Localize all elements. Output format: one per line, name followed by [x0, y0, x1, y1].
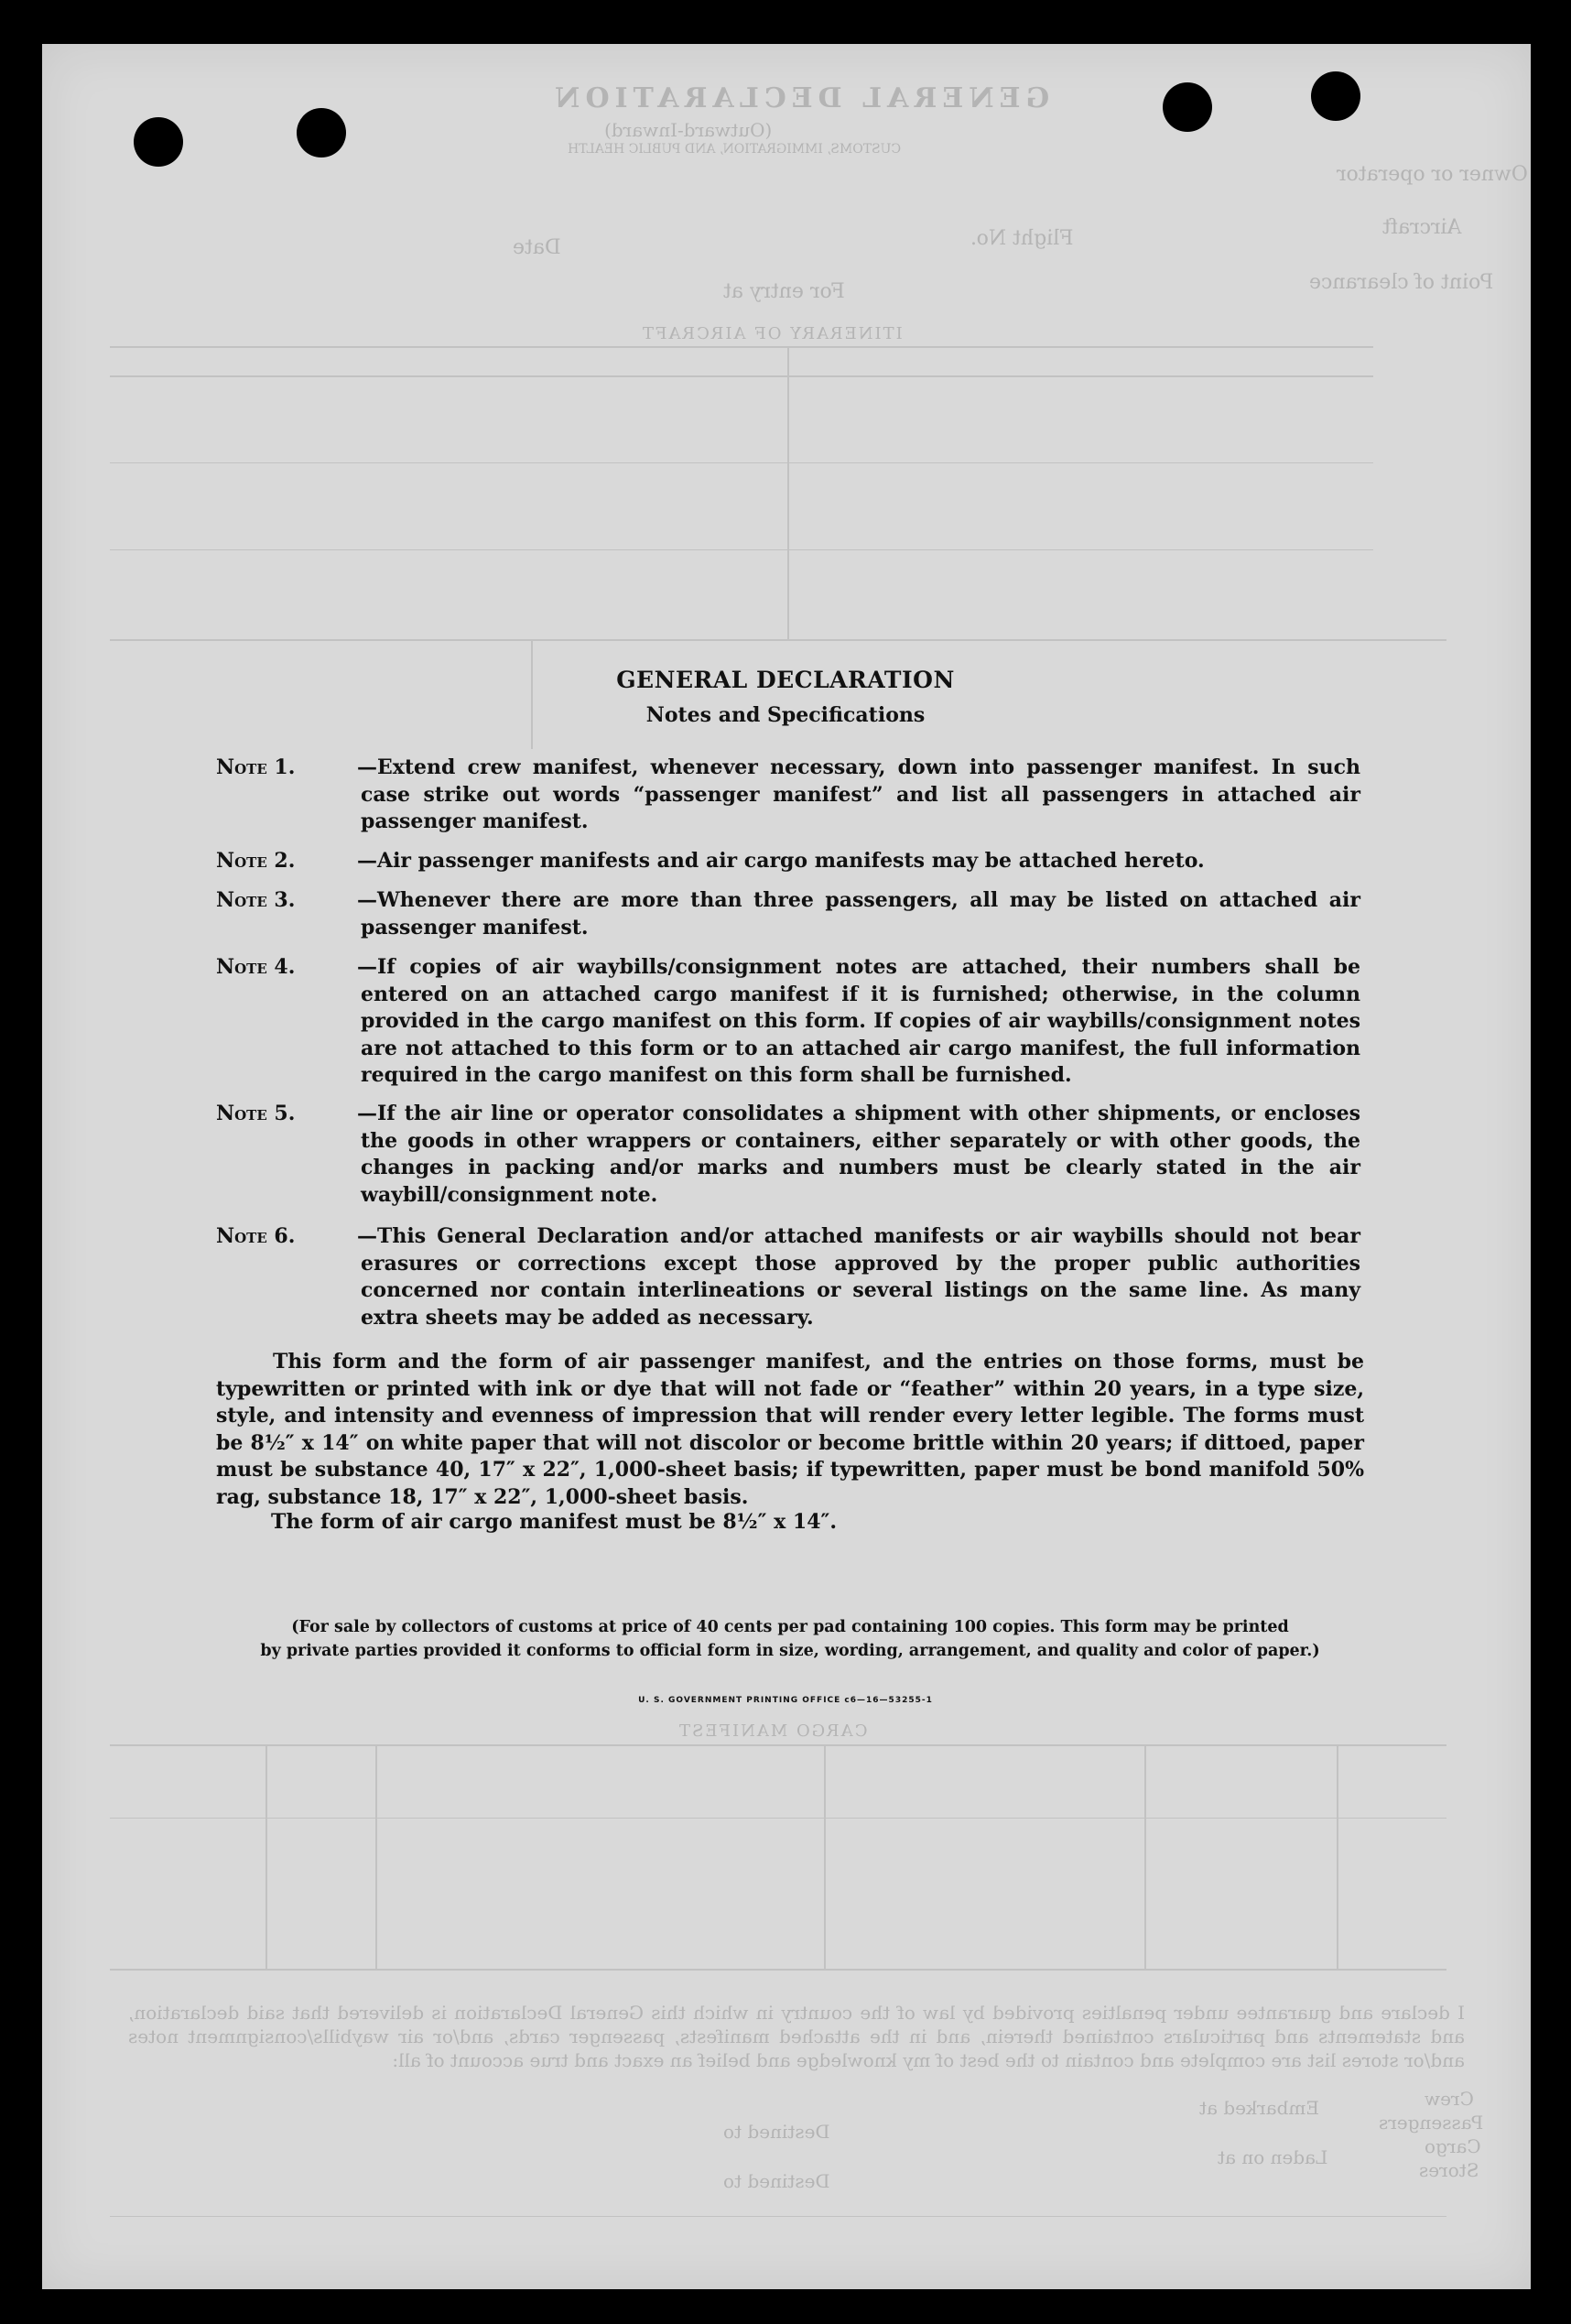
ghost-crew: Crew [1425, 2088, 1474, 2110]
note-label: Note 1. [216, 755, 296, 779]
note-label: Note 3. [216, 888, 296, 912]
ghost-aircraft: Aircraft [1382, 216, 1462, 239]
note-text: —Whenever there are more than three passengers, all may be listed on attached air passenger manifest. [357, 888, 1360, 939]
page-subtitle: Notes and Specifications [645, 703, 926, 727]
note-text: —Extend crew manifest, whenever necessary, down into passenger manifest. In such case strike out words “passenger manifest” and list all passengers in attached air passenger manifest. [357, 755, 1360, 833]
ghost-destined-1: Destined to [723, 2121, 830, 2143]
ghost-header2: (Outward-Inward) [604, 119, 773, 141]
note-5 [216, 1101, 1360, 1209]
ghost-header: GENERAL DECLARATION [549, 82, 1050, 114]
note-text: —This General Declaration and/or attached manifests or air waybills should not bear erasures or corrections except those approved by the proper public authorities concerned nor contain interlineations or several listings on the same line. As many extra sheets may be added as necessary. [357, 1224, 1360, 1330]
ghost-destined-2: Destined to [723, 2170, 830, 2192]
ghost-date: Date [513, 236, 561, 259]
punch-hole-center [297, 108, 346, 157]
printing-office-line: U. S. GOVERNMENT PRINTING OFFICE c6—16—53255-1 [638, 1696, 933, 1705]
note-2 [216, 848, 1360, 875]
note-label: Note 6. [216, 1224, 296, 1248]
ghost-entry: For entry at [723, 280, 845, 303]
ghost-point: Point of clearance [1309, 271, 1494, 294]
sale-note-line-2: by private parties provided it conforms to official form in size, wording, arrangement, and quality and color of paper.) [260, 1642, 1320, 1660]
cargo-format-line: The form of air cargo manifest must be 8½″ x 14″. [271, 1510, 837, 1534]
note-label: Note 4. [216, 955, 296, 979]
note-label: Note 5. [216, 1102, 296, 1125]
note-3 [216, 887, 1360, 941]
sale-note-line-1: (For sale by collectors of customs at price of 40 cents per pad containing 100 copies. This form may be printed [291, 1618, 1289, 1636]
punch-hole-right-2 [1311, 71, 1360, 121]
note-4 [216, 954, 1360, 1090]
punch-hole-right-1 [1163, 82, 1212, 132]
page-title: GENERAL DECLARATION [616, 667, 955, 693]
ghost-cargo-manifest: CARGO MANIFEST [677, 1721, 868, 1741]
sale-note [216, 1615, 1364, 1663]
note-1 [216, 755, 1360, 836]
ghost-owner: Owner or operator [1337, 163, 1528, 186]
ghost-flight: Flight No. [970, 227, 1074, 250]
ghost-embarked: Embarked at [1199, 2097, 1319, 2119]
note-text: —If the air line or operator consolidates a shipment with other shipments, or encloses the goods in other wrappers or containers, either separately or with other goods, the changes in packing and/or marks and numbers must be clearly stated in the air waybill/consignment note. [357, 1102, 1360, 1207]
note-label: Note 2. [216, 849, 296, 873]
note-text: —If copies of air waybills/consignment notes are attached, their numbers shall be entered on an attached cargo manifest if it is furnished; otherwise, in the column provided in the cargo manifest on this form. If copies of air waybills/consignment notes are not attached to this form or to an attached air cargo manifest, the full information required in the cargo manifest on this form shall be furnished. [357, 955, 1360, 1087]
ghost-declaration: I declare and guarantee under penalties provided by law of the country in which this General Declaration is delivered that said declaration, and statements and particulars contained therein, and in the attached manifests, passenger cards, and/or air waybills/consignment notes and/or stores list are complete and contain to the best of my knowledge and belief an exact and true account of all: [128, 2002, 1465, 2071]
ghost-stores: Stores [1419, 2159, 1479, 2181]
ghost-laden: Laden on at [1218, 2146, 1328, 2168]
ghost-cargo: Cargo [1425, 2135, 1481, 2157]
note-text: —Air passenger manifests and air cargo manifests may be attached hereto. [357, 849, 1205, 873]
note-6 [216, 1223, 1360, 1331]
punch-hole-left [134, 117, 183, 167]
ghost-header3: CUSTOMS, IMMIGRATION, AND PUBLIC HEALTH [568, 142, 902, 157]
ghost-passengers: Passengers [1379, 2112, 1484, 2134]
format-paragraph: This form and the form of air passenger manifest, and the entries on those forms, must be typewritten or printed with ink or dye that will not fade or “feather” within 20 years, in a type size, style, and intensity and evenness of impression that will render every letter legible. The forms must be 8½″ x 14″ on white paper that will not discolor or become brittle within 20 years; if dittoed, paper must be substance 40, 17″ x 22″, 1,000-sheet basis; if typewritten, paper must be bond manifold 50% rag, substance 18, 17″ x 22″, 1,000-sheet basis. [216, 1350, 1364, 1509]
ghost-itinerary: ITINERARY OF AIRCRAFT [641, 324, 903, 343]
